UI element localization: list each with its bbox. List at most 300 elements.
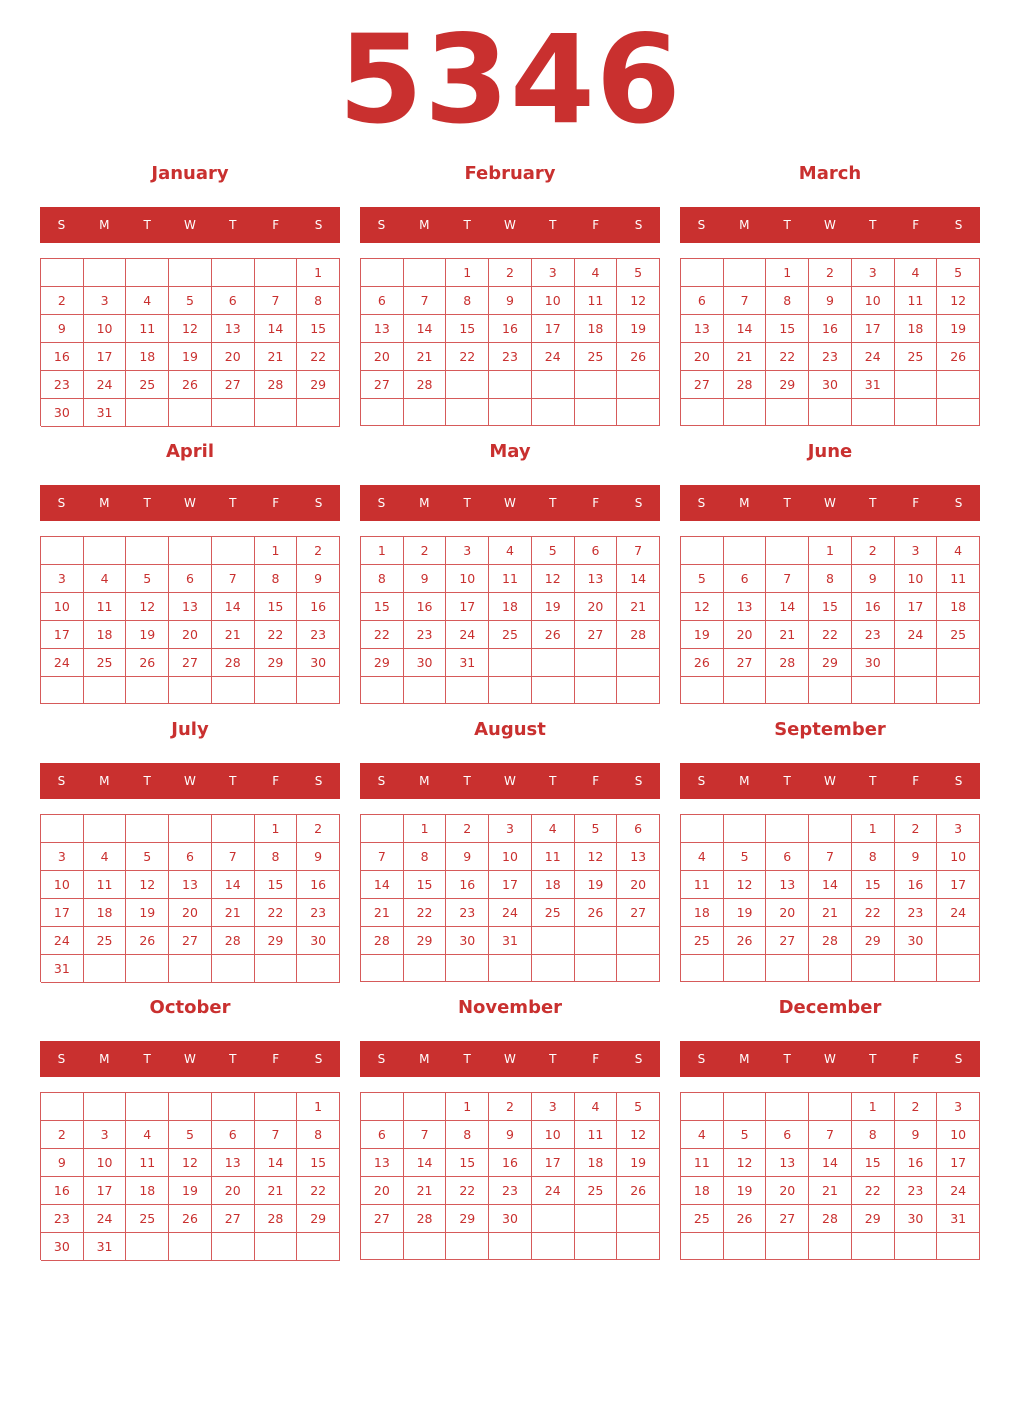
- day-cell: 12: [169, 1149, 212, 1177]
- empty-day-cell: [575, 1205, 618, 1233]
- weekday-label: S: [377, 496, 386, 510]
- weekday-label: F: [592, 774, 600, 788]
- day-cell: 9: [41, 315, 84, 343]
- empty-day-cell: [575, 399, 618, 426]
- weekday-label: S: [314, 496, 323, 510]
- month-name: November: [457, 997, 563, 1018]
- day-cell: 6: [169, 843, 212, 871]
- empty-day-cell: [617, 927, 660, 955]
- day-cell: 21: [809, 899, 852, 927]
- day-cell: 9: [297, 565, 340, 593]
- weekday-header: [360, 485, 660, 521]
- day-cell: 13: [169, 871, 212, 899]
- day-cell: 6: [212, 287, 255, 315]
- weekday-label: T: [869, 1052, 877, 1066]
- day-cell: 6: [169, 565, 212, 593]
- day-cell: 8: [361, 565, 404, 593]
- day-grid: [360, 814, 660, 982]
- day-cell: 29: [809, 649, 852, 677]
- day-cell: 2: [489, 1093, 532, 1121]
- empty-day-cell: [852, 399, 895, 426]
- empty-day-cell: [489, 399, 532, 426]
- day-cell: 3: [489, 815, 532, 843]
- month-block-june: [680, 438, 980, 706]
- day-cell: 5: [169, 287, 212, 315]
- day-cell: 12: [532, 565, 575, 593]
- day-cell: 28: [809, 1205, 852, 1233]
- day-cell: 27: [212, 1205, 255, 1233]
- day-cell: 10: [446, 565, 489, 593]
- weekday-label: T: [463, 496, 471, 510]
- month-name: March: [798, 163, 862, 184]
- empty-day-cell: [297, 677, 340, 704]
- empty-day-cell: [532, 649, 575, 677]
- day-grid: [40, 814, 340, 982]
- empty-day-cell: [212, 955, 255, 983]
- empty-day-cell: [575, 927, 618, 955]
- day-cell: 2: [297, 537, 340, 565]
- day-cell: 6: [681, 287, 724, 315]
- day-cell: 15: [766, 315, 809, 343]
- day-cell: 4: [575, 259, 618, 287]
- day-cell: 20: [212, 1177, 255, 1205]
- weekday-label: M: [419, 218, 430, 232]
- day-cell: 21: [212, 899, 255, 927]
- weekday-label: F: [272, 218, 280, 232]
- day-cell: 1: [446, 259, 489, 287]
- empty-day-cell: [84, 677, 127, 704]
- day-cell: 5: [126, 565, 169, 593]
- day-cell: 27: [766, 1205, 809, 1233]
- day-cell: 17: [937, 1149, 980, 1177]
- month-block-march: [680, 160, 980, 428]
- weekday-header: [360, 207, 660, 243]
- weekday-label: M: [739, 1052, 750, 1066]
- empty-day-cell: [169, 537, 212, 565]
- day-cell: 7: [809, 1121, 852, 1149]
- empty-day-cell: [895, 677, 938, 704]
- weekday-label: W: [504, 496, 516, 510]
- weekday-label: W: [504, 774, 516, 788]
- empty-day-cell: [361, 955, 404, 982]
- day-cell: 17: [852, 315, 895, 343]
- day-cell: 3: [41, 565, 84, 593]
- month-block-november: [360, 994, 660, 1262]
- month-name: September: [774, 719, 886, 740]
- empty-day-cell: [766, 815, 809, 843]
- day-cell: 20: [617, 871, 660, 899]
- day-cell: 4: [84, 565, 127, 593]
- empty-day-cell: [404, 955, 447, 982]
- day-cell: 7: [809, 843, 852, 871]
- day-cell: 3: [895, 537, 938, 565]
- month-block-february: [360, 160, 660, 428]
- day-cell: 26: [724, 927, 767, 955]
- day-cell: 31: [84, 399, 127, 427]
- empty-day-cell: [255, 399, 298, 427]
- day-cell: 10: [41, 593, 84, 621]
- day-cell: 4: [681, 1121, 724, 1149]
- empty-day-cell: [126, 1093, 169, 1121]
- weekday-label: T: [229, 1052, 237, 1066]
- weekday-label: S: [697, 218, 706, 232]
- weekday-label: F: [272, 774, 280, 788]
- day-cell: 22: [297, 343, 340, 371]
- day-cell: 28: [212, 649, 255, 677]
- empty-day-cell: [937, 371, 980, 399]
- empty-day-cell: [169, 259, 212, 287]
- empty-day-cell: [617, 371, 660, 399]
- day-cell: 9: [297, 843, 340, 871]
- day-cell: 21: [255, 1177, 298, 1205]
- day-cell: 19: [169, 1177, 212, 1205]
- day-cell: 11: [489, 565, 532, 593]
- day-cell: 11: [532, 843, 575, 871]
- empty-day-cell: [809, 677, 852, 704]
- weekday-label: F: [592, 218, 600, 232]
- weekday-label: S: [634, 218, 643, 232]
- empty-day-cell: [724, 815, 767, 843]
- day-cell: 13: [361, 1149, 404, 1177]
- weekday-label: T: [783, 496, 791, 510]
- day-cell: 17: [532, 315, 575, 343]
- day-cell: 11: [575, 1121, 618, 1149]
- day-cell: 27: [361, 371, 404, 399]
- empty-day-cell: [681, 1093, 724, 1121]
- weekday-label: S: [57, 1052, 66, 1066]
- empty-day-cell: [724, 677, 767, 704]
- day-cell: 6: [766, 1121, 809, 1149]
- month-block-january: [40, 160, 340, 428]
- day-cell: 13: [575, 565, 618, 593]
- day-cell: 17: [84, 343, 127, 371]
- empty-day-cell: [575, 649, 618, 677]
- day-cell: 23: [446, 899, 489, 927]
- day-cell: 29: [446, 1205, 489, 1233]
- month-name: April: [165, 441, 215, 462]
- day-cell: 7: [724, 287, 767, 315]
- weekday-label: W: [824, 218, 836, 232]
- day-cell: 5: [681, 565, 724, 593]
- day-cell: 3: [532, 1093, 575, 1121]
- day-cell: 8: [766, 287, 809, 315]
- day-cell: 4: [489, 537, 532, 565]
- day-cell: 10: [937, 843, 980, 871]
- day-cell: 4: [681, 843, 724, 871]
- empty-day-cell: [361, 677, 404, 704]
- day-cell: 30: [41, 399, 84, 427]
- day-cell: 17: [84, 1177, 127, 1205]
- day-cell: 12: [126, 871, 169, 899]
- empty-day-cell: [404, 677, 447, 704]
- day-grid: [680, 1092, 980, 1260]
- day-cell: 4: [937, 537, 980, 565]
- month-block-september: [680, 716, 980, 984]
- day-cell: 12: [681, 593, 724, 621]
- empty-day-cell: [766, 955, 809, 982]
- empty-day-cell: [681, 259, 724, 287]
- day-cell: 9: [895, 843, 938, 871]
- empty-day-cell: [126, 677, 169, 704]
- day-cell: 20: [681, 343, 724, 371]
- day-cell: 22: [809, 621, 852, 649]
- empty-day-cell: [809, 1233, 852, 1260]
- month-name: February: [464, 163, 556, 184]
- day-cell: 20: [766, 1177, 809, 1205]
- day-cell: 18: [126, 343, 169, 371]
- weekday-header: [40, 1041, 340, 1077]
- day-cell: 1: [766, 259, 809, 287]
- weekday-label: F: [912, 496, 920, 510]
- weekday-header: [680, 1041, 980, 1077]
- day-cell: 26: [617, 343, 660, 371]
- day-cell: 16: [489, 1149, 532, 1177]
- day-cell: 19: [532, 593, 575, 621]
- day-cell: 8: [446, 1121, 489, 1149]
- empty-day-cell: [724, 259, 767, 287]
- day-cell: 21: [766, 621, 809, 649]
- day-cell: 18: [937, 593, 980, 621]
- day-cell: 28: [766, 649, 809, 677]
- day-cell: 22: [446, 343, 489, 371]
- empty-day-cell: [84, 815, 127, 843]
- empty-day-cell: [937, 399, 980, 426]
- empty-day-cell: [724, 1093, 767, 1121]
- day-cell: 21: [255, 343, 298, 371]
- weekday-label: S: [634, 496, 643, 510]
- empty-day-cell: [41, 537, 84, 565]
- day-cell: 20: [766, 899, 809, 927]
- day-cell: 25: [681, 1205, 724, 1233]
- day-cell: 4: [126, 1121, 169, 1149]
- day-cell: 1: [852, 1093, 895, 1121]
- day-cell: 21: [724, 343, 767, 371]
- day-cell: 20: [361, 1177, 404, 1205]
- day-cell: 19: [169, 343, 212, 371]
- weekday-label: S: [697, 1052, 706, 1066]
- empty-day-cell: [41, 815, 84, 843]
- day-cell: 20: [169, 899, 212, 927]
- weekday-header: [360, 763, 660, 799]
- day-cell: 30: [297, 927, 340, 955]
- day-cell: 18: [575, 315, 618, 343]
- day-cell: 21: [361, 899, 404, 927]
- weekday-label: T: [549, 496, 557, 510]
- day-cell: 1: [404, 815, 447, 843]
- empty-day-cell: [126, 399, 169, 427]
- day-grid: [40, 536, 340, 704]
- empty-day-cell: [617, 677, 660, 704]
- day-cell: 6: [361, 287, 404, 315]
- day-cell: 15: [446, 1149, 489, 1177]
- day-cell: 9: [809, 287, 852, 315]
- day-cell: 2: [489, 259, 532, 287]
- day-cell: 8: [404, 843, 447, 871]
- day-cell: 18: [895, 315, 938, 343]
- day-cell: 28: [404, 371, 447, 399]
- empty-day-cell: [84, 537, 127, 565]
- empty-day-cell: [169, 955, 212, 983]
- day-cell: 26: [126, 927, 169, 955]
- day-cell: 14: [212, 871, 255, 899]
- empty-day-cell: [126, 259, 169, 287]
- empty-day-cell: [126, 955, 169, 983]
- day-cell: 2: [41, 1121, 84, 1149]
- weekday-label: T: [143, 1052, 151, 1066]
- day-cell: 17: [532, 1149, 575, 1177]
- weekday-label: M: [99, 774, 110, 788]
- day-cell: 3: [532, 259, 575, 287]
- day-cell: 14: [809, 871, 852, 899]
- day-cell: 25: [84, 649, 127, 677]
- day-cell: 18: [681, 899, 724, 927]
- day-cell: 24: [852, 343, 895, 371]
- empty-day-cell: [361, 399, 404, 426]
- day-cell: 7: [212, 565, 255, 593]
- empty-day-cell: [809, 955, 852, 982]
- day-cell: 15: [404, 871, 447, 899]
- day-cell: 28: [255, 1205, 298, 1233]
- day-cell: 7: [361, 843, 404, 871]
- day-cell: 22: [852, 1177, 895, 1205]
- empty-day-cell: [937, 1233, 980, 1260]
- empty-day-cell: [766, 1093, 809, 1121]
- day-cell: 26: [532, 621, 575, 649]
- day-cell: 23: [852, 621, 895, 649]
- weekday-label: S: [954, 774, 963, 788]
- day-cell: 27: [766, 927, 809, 955]
- day-cell: 22: [297, 1177, 340, 1205]
- weekday-label: T: [463, 218, 471, 232]
- empty-day-cell: [84, 955, 127, 983]
- weekday-label: F: [912, 1052, 920, 1066]
- day-cell: 2: [404, 537, 447, 565]
- day-cell: 27: [681, 371, 724, 399]
- day-cell: 12: [126, 593, 169, 621]
- empty-day-cell: [681, 815, 724, 843]
- weekday-label: S: [57, 774, 66, 788]
- day-cell: 17: [489, 871, 532, 899]
- day-grid: [360, 536, 660, 704]
- day-cell: 26: [575, 899, 618, 927]
- empty-day-cell: [255, 955, 298, 983]
- empty-day-cell: [681, 537, 724, 565]
- empty-day-cell: [297, 1233, 340, 1261]
- weekday-label: T: [549, 774, 557, 788]
- weekday-label: S: [954, 1052, 963, 1066]
- day-cell: 25: [126, 371, 169, 399]
- weekday-label: T: [549, 1052, 557, 1066]
- day-cell: 14: [361, 871, 404, 899]
- empty-day-cell: [361, 259, 404, 287]
- day-cell: 28: [809, 927, 852, 955]
- month-name: May: [489, 441, 531, 462]
- weekday-label: M: [99, 496, 110, 510]
- day-cell: 29: [255, 649, 298, 677]
- day-cell: 19: [617, 315, 660, 343]
- weekday-label: W: [184, 774, 196, 788]
- weekday-label: T: [463, 774, 471, 788]
- empty-day-cell: [446, 371, 489, 399]
- day-cell: 23: [41, 371, 84, 399]
- weekday-label: W: [184, 218, 196, 232]
- weekday-label: M: [739, 218, 750, 232]
- day-cell: 30: [809, 371, 852, 399]
- weekday-header: [360, 1041, 660, 1077]
- day-cell: 18: [126, 1177, 169, 1205]
- empty-day-cell: [255, 1093, 298, 1121]
- month-name: July: [171, 719, 209, 740]
- day-cell: 10: [489, 843, 532, 871]
- day-cell: 25: [681, 927, 724, 955]
- day-cell: 8: [297, 287, 340, 315]
- empty-day-cell: [489, 677, 532, 704]
- day-cell: 16: [489, 315, 532, 343]
- day-cell: 30: [297, 649, 340, 677]
- day-grid: [40, 1092, 340, 1260]
- day-cell: 2: [446, 815, 489, 843]
- day-cell: 24: [937, 1177, 980, 1205]
- day-cell: 30: [852, 649, 895, 677]
- empty-day-cell: [617, 399, 660, 426]
- day-cell: 19: [126, 899, 169, 927]
- day-cell: 28: [361, 927, 404, 955]
- empty-day-cell: [681, 677, 724, 704]
- empty-day-cell: [575, 677, 618, 704]
- day-cell: 15: [297, 315, 340, 343]
- day-cell: 27: [361, 1205, 404, 1233]
- day-cell: 29: [297, 371, 340, 399]
- day-cell: 2: [895, 1093, 938, 1121]
- weekday-label: S: [954, 218, 963, 232]
- day-cell: 19: [126, 621, 169, 649]
- empty-day-cell: [937, 955, 980, 982]
- day-cell: 7: [212, 843, 255, 871]
- day-cell: 3: [937, 815, 980, 843]
- day-cell: 22: [404, 899, 447, 927]
- day-cell: 30: [895, 1205, 938, 1233]
- weekday-label: F: [272, 496, 280, 510]
- weekday-label: T: [783, 218, 791, 232]
- day-cell: 13: [681, 315, 724, 343]
- day-cell: 13: [212, 315, 255, 343]
- empty-day-cell: [895, 1233, 938, 1260]
- empty-day-cell: [212, 537, 255, 565]
- day-cell: 13: [724, 593, 767, 621]
- day-cell: 30: [404, 649, 447, 677]
- day-cell: 22: [852, 899, 895, 927]
- day-cell: 13: [766, 1149, 809, 1177]
- empty-day-cell: [766, 1233, 809, 1260]
- day-cell: 1: [255, 537, 298, 565]
- empty-day-cell: [297, 399, 340, 427]
- empty-day-cell: [361, 1233, 404, 1260]
- day-cell: 15: [809, 593, 852, 621]
- day-cell: 6: [212, 1121, 255, 1149]
- day-cell: 4: [84, 843, 127, 871]
- day-cell: 28: [255, 371, 298, 399]
- day-cell: 19: [724, 1177, 767, 1205]
- empty-day-cell: [212, 677, 255, 704]
- day-cell: 2: [852, 537, 895, 565]
- day-cell: 13: [766, 871, 809, 899]
- weekday-label: M: [419, 1052, 430, 1066]
- empty-day-cell: [489, 1233, 532, 1260]
- day-cell: 22: [446, 1177, 489, 1205]
- empty-day-cell: [766, 677, 809, 704]
- empty-day-cell: [895, 399, 938, 426]
- day-cell: 10: [532, 1121, 575, 1149]
